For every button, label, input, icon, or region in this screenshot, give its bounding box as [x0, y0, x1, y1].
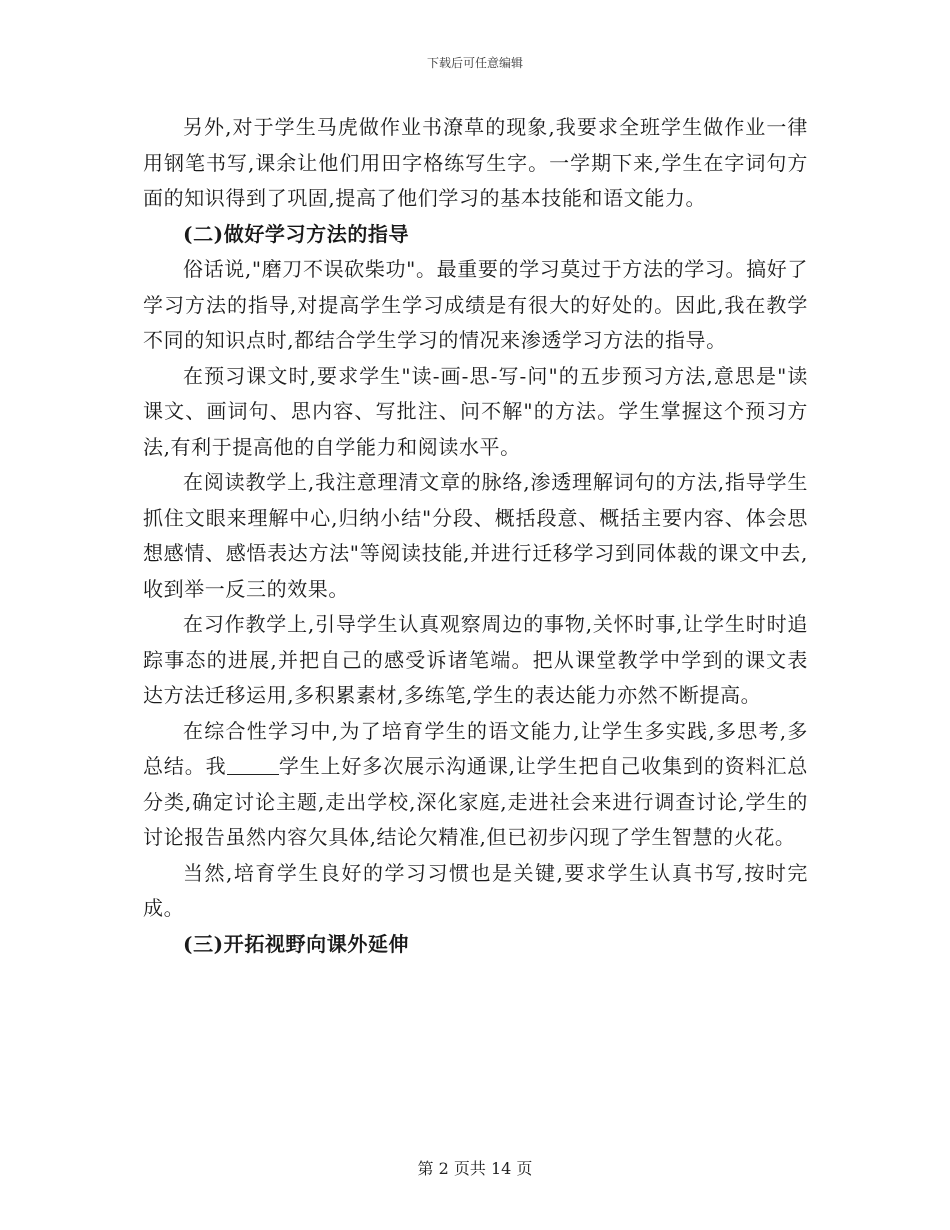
page-header: 下载后可任意编辑 [426, 56, 523, 70]
paragraph-with-blank [143, 714, 808, 856]
paragraph: 当然,培育学生良好的学习习惯也是关键,要求学生认真书写,按时完成。 [143, 860, 808, 920]
paragraph-text-after-blank: 学生上好多次展示沟通课,让学生把自己收集到的资料汇总分类,确定讨论主题,走出学校,深化家庭,走进社会来进行调查讨论,学生的讨论报告虽然内容欠具体,结论欠精准,但已初步闪现了学生智慧的火花。 [143, 754, 808, 849]
section-heading: (二)做好学习方法的指导 [183, 221, 410, 246]
paragraph: 另外,对于学生马虎做作业书潦草的现象,我要求全班学生做作业一律用钢笔书写,课余让他们用田字格练写生字。一学期下来,学生在字词句方面的知识得到了巩固,提高了他们学习的基本技能和语文能力。 [143, 115, 808, 210]
paragraph: 在阅读教学上,我注意理清文章的脉络,渗透理解词句的方法,指导学生抓住文眼来理解中心,归纳小结"分段、概括段意、概括主要内容、体会思想感情、感悟表达方法"等阅读技能,并进行迁移学习到同体裁的课文中去,收到举一反三的效果。 [143, 470, 808, 601]
paragraph: 俗话说,"磨刀不误砍柴功"。最重要的学习莫过于方法的学习。搞好了学习方法的指导,对提高学生学习成绩是有很大的好处的。因此,我在教学不同的知识点时,都结合学生学习的情况来渗透学习方法的指导。 [143, 257, 808, 352]
document-body [143, 110, 808, 962]
section-heading: (三)开拓视野向课外延伸 [183, 931, 410, 956]
paragraph-text-before-blank: 在综合性学习中,为了培育学生的语文能力,让学生多实践,多思考,多总结。我 [143, 718, 808, 778]
fill-in-blank [227, 756, 279, 775]
paragraph: 在习作教学上,引导学生认真观察周边的事物,关怀时事,让学生时时追踪事态的进展,并把自己的感受诉诸笔端。把从课堂教学中学到的课文表达方法迁移运用,多积累素材,多练笔,学生的表达能力亦然不断提高。 [143, 612, 808, 707]
paragraph: 在预习课文时,要求学生"读-画-思-写-问"的五步预习方法,意思是"读课文、画词句、思内容、写批注、问不解"的方法。学生掌握这个预习方法,有利于提高他的自学能力和阅读水平。 [143, 363, 808, 459]
page-footer: 第 2 页共 14 页 [417, 1159, 533, 1178]
